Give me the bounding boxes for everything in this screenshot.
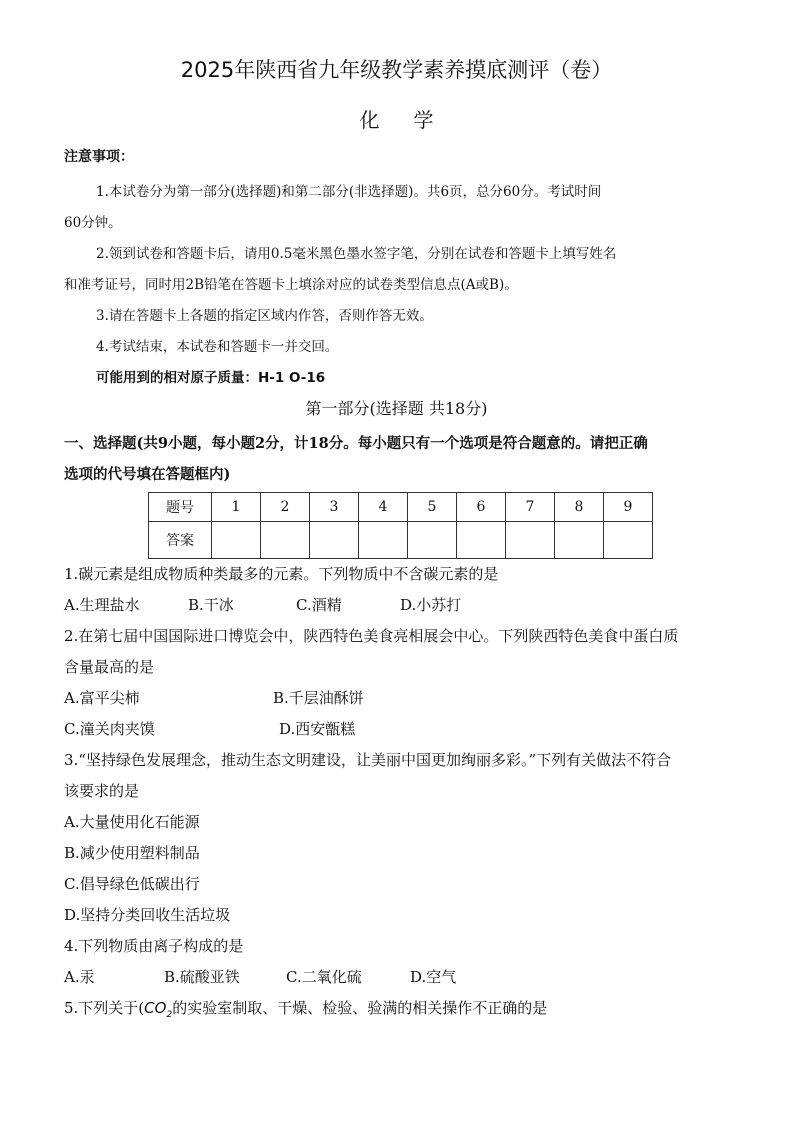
notice-item-2-line-2: 和准考证号，同时用2B铅笔在答题卡上填涂对应的试卷类型信息点(A或B)。 xyxy=(64,277,518,293)
answer-table-number: 1 xyxy=(212,493,261,522)
answer-cell[interactable] xyxy=(359,522,408,559)
answer-table-number: 3 xyxy=(310,493,359,522)
question-3-option-b: B.减少使用塑料制品 xyxy=(64,844,200,862)
section1-instructions-line-2: 选项的代号填在答题框内) xyxy=(64,466,231,483)
answer-cell[interactable] xyxy=(457,522,506,559)
question-3-stem-line-1: 3.“坚持绿色发展理念，推动生态文明建设，让美丽中国更加绚丽多彩。”下列有关做法不符合 xyxy=(64,751,672,769)
answer-table-number: 6 xyxy=(457,493,506,522)
answer-table-number: 8 xyxy=(555,493,604,522)
answer-cell[interactable] xyxy=(408,522,457,559)
question-3-option-c: C.倡导绿色低碳出行 xyxy=(64,875,200,893)
question-2-option-d: D.西安甑糕 xyxy=(279,720,356,738)
question-3-option-d: D.坚持分类回收生活垃圾 xyxy=(64,906,231,924)
question-4-option-c: C.二氧化硫 xyxy=(286,968,362,986)
exam-title: 2025年陕西省九年级教学素养摸底测评（卷） xyxy=(180,58,613,82)
notice-heading: 注意事项： xyxy=(64,149,134,165)
answer-table-number: 2 xyxy=(261,493,310,522)
question-1-option-a: A.生理盐水 xyxy=(64,596,140,614)
answer-table xyxy=(148,492,653,559)
answer-table-answer-label: 答案 xyxy=(149,522,212,559)
question-2-option-a: A.富平尖柿 xyxy=(64,689,140,707)
answer-cell[interactable] xyxy=(604,522,653,559)
question-1-option-b: B.干冰 xyxy=(188,596,234,614)
answer-table-number: 7 xyxy=(506,493,555,522)
answer-table-header-row xyxy=(149,493,653,522)
answer-cell[interactable] xyxy=(212,522,261,559)
notice-item-3: 3.请在答题卡上各题的指定区域内作答，否则作答无效。 xyxy=(96,308,433,324)
answer-cell[interactable] xyxy=(506,522,555,559)
question-2-option-c: C.潼关肉夹馍 xyxy=(64,720,155,738)
question-4-option-d: D.空气 xyxy=(410,968,457,986)
question-4-stem: 4.下列物质由离子构成的是 xyxy=(64,937,244,955)
answer-table-number: 9 xyxy=(604,493,653,522)
question-3-option-a: A.大量使用化石能源 xyxy=(64,813,200,831)
answer-table-number: 4 xyxy=(359,493,408,522)
notice-item-2-line-1: 2.领到试卷和答题卡后，请用0.5毫米黑色墨水签字笔，分别在试卷和答题卡上填写姓名 xyxy=(96,246,617,262)
subject-title: 化学 xyxy=(359,108,468,132)
question-5-stem-prefix: 5.下列关于( xyxy=(64,999,145,1017)
part1-heading: 第一部分(选择题 共18分) xyxy=(305,399,488,418)
co2-formula xyxy=(144,999,173,1020)
notice-item-1-line-1: 1.本试卷分为第一部分(选择题)和第二部分(非选择题)。共6页，总分60分。考试时间 xyxy=(96,184,602,200)
answer-cell[interactable] xyxy=(555,522,604,559)
question-4-option-b: B.硫酸亚铁 xyxy=(164,968,240,986)
co2-formula-base: CO xyxy=(144,999,167,1017)
question-4-option-a: A.汞 xyxy=(64,968,95,986)
notice-item-1-line-2: 60分钟。 xyxy=(64,215,122,231)
answer-table-number: 5 xyxy=(408,493,457,522)
atomic-mass-note: 可能用到的相对原子质量：H-1 O-16 xyxy=(96,370,326,386)
question-2-stem-line-1: 2.在第七届中国国际进口博览会中，陕西特色美食亮相展会中心。下列陕西特色美食中蛋白质 xyxy=(64,627,679,645)
answer-cell[interactable] xyxy=(261,522,310,559)
section1-instructions-line-1: 一、选择题(共9小题，每小题2分，计18分。每小题只有一个选项是符合题意的。请把正确 xyxy=(64,435,648,452)
answer-table-answer-row xyxy=(149,522,653,559)
question-2-stem-line-2: 含量最高的是 xyxy=(64,658,155,676)
answer-table-number-label: 题号 xyxy=(149,493,212,522)
question-3-stem-line-2: 该要求的是 xyxy=(64,782,140,800)
question-2-option-b: B.千层油酥饼 xyxy=(273,689,364,707)
question-5-stem xyxy=(64,997,547,1020)
co2-formula-subscript: 2 xyxy=(166,1010,173,1020)
question-1-stem: 1.碳元素是组成物质种类最多的元素。下列物质中不含碳元素的是 xyxy=(64,565,499,583)
notice-item-4: 4.考试结束，本试卷和答题卡一并交回。 xyxy=(96,339,339,355)
question-1-option-d: D.小苏打 xyxy=(400,596,462,614)
question-1-option-c: C.酒精 xyxy=(296,596,342,614)
answer-cell[interactable] xyxy=(310,522,359,559)
question-5-stem-suffix: 的实验室制取、干燥、检验、验满的相关操作不正确的是 xyxy=(172,999,548,1017)
